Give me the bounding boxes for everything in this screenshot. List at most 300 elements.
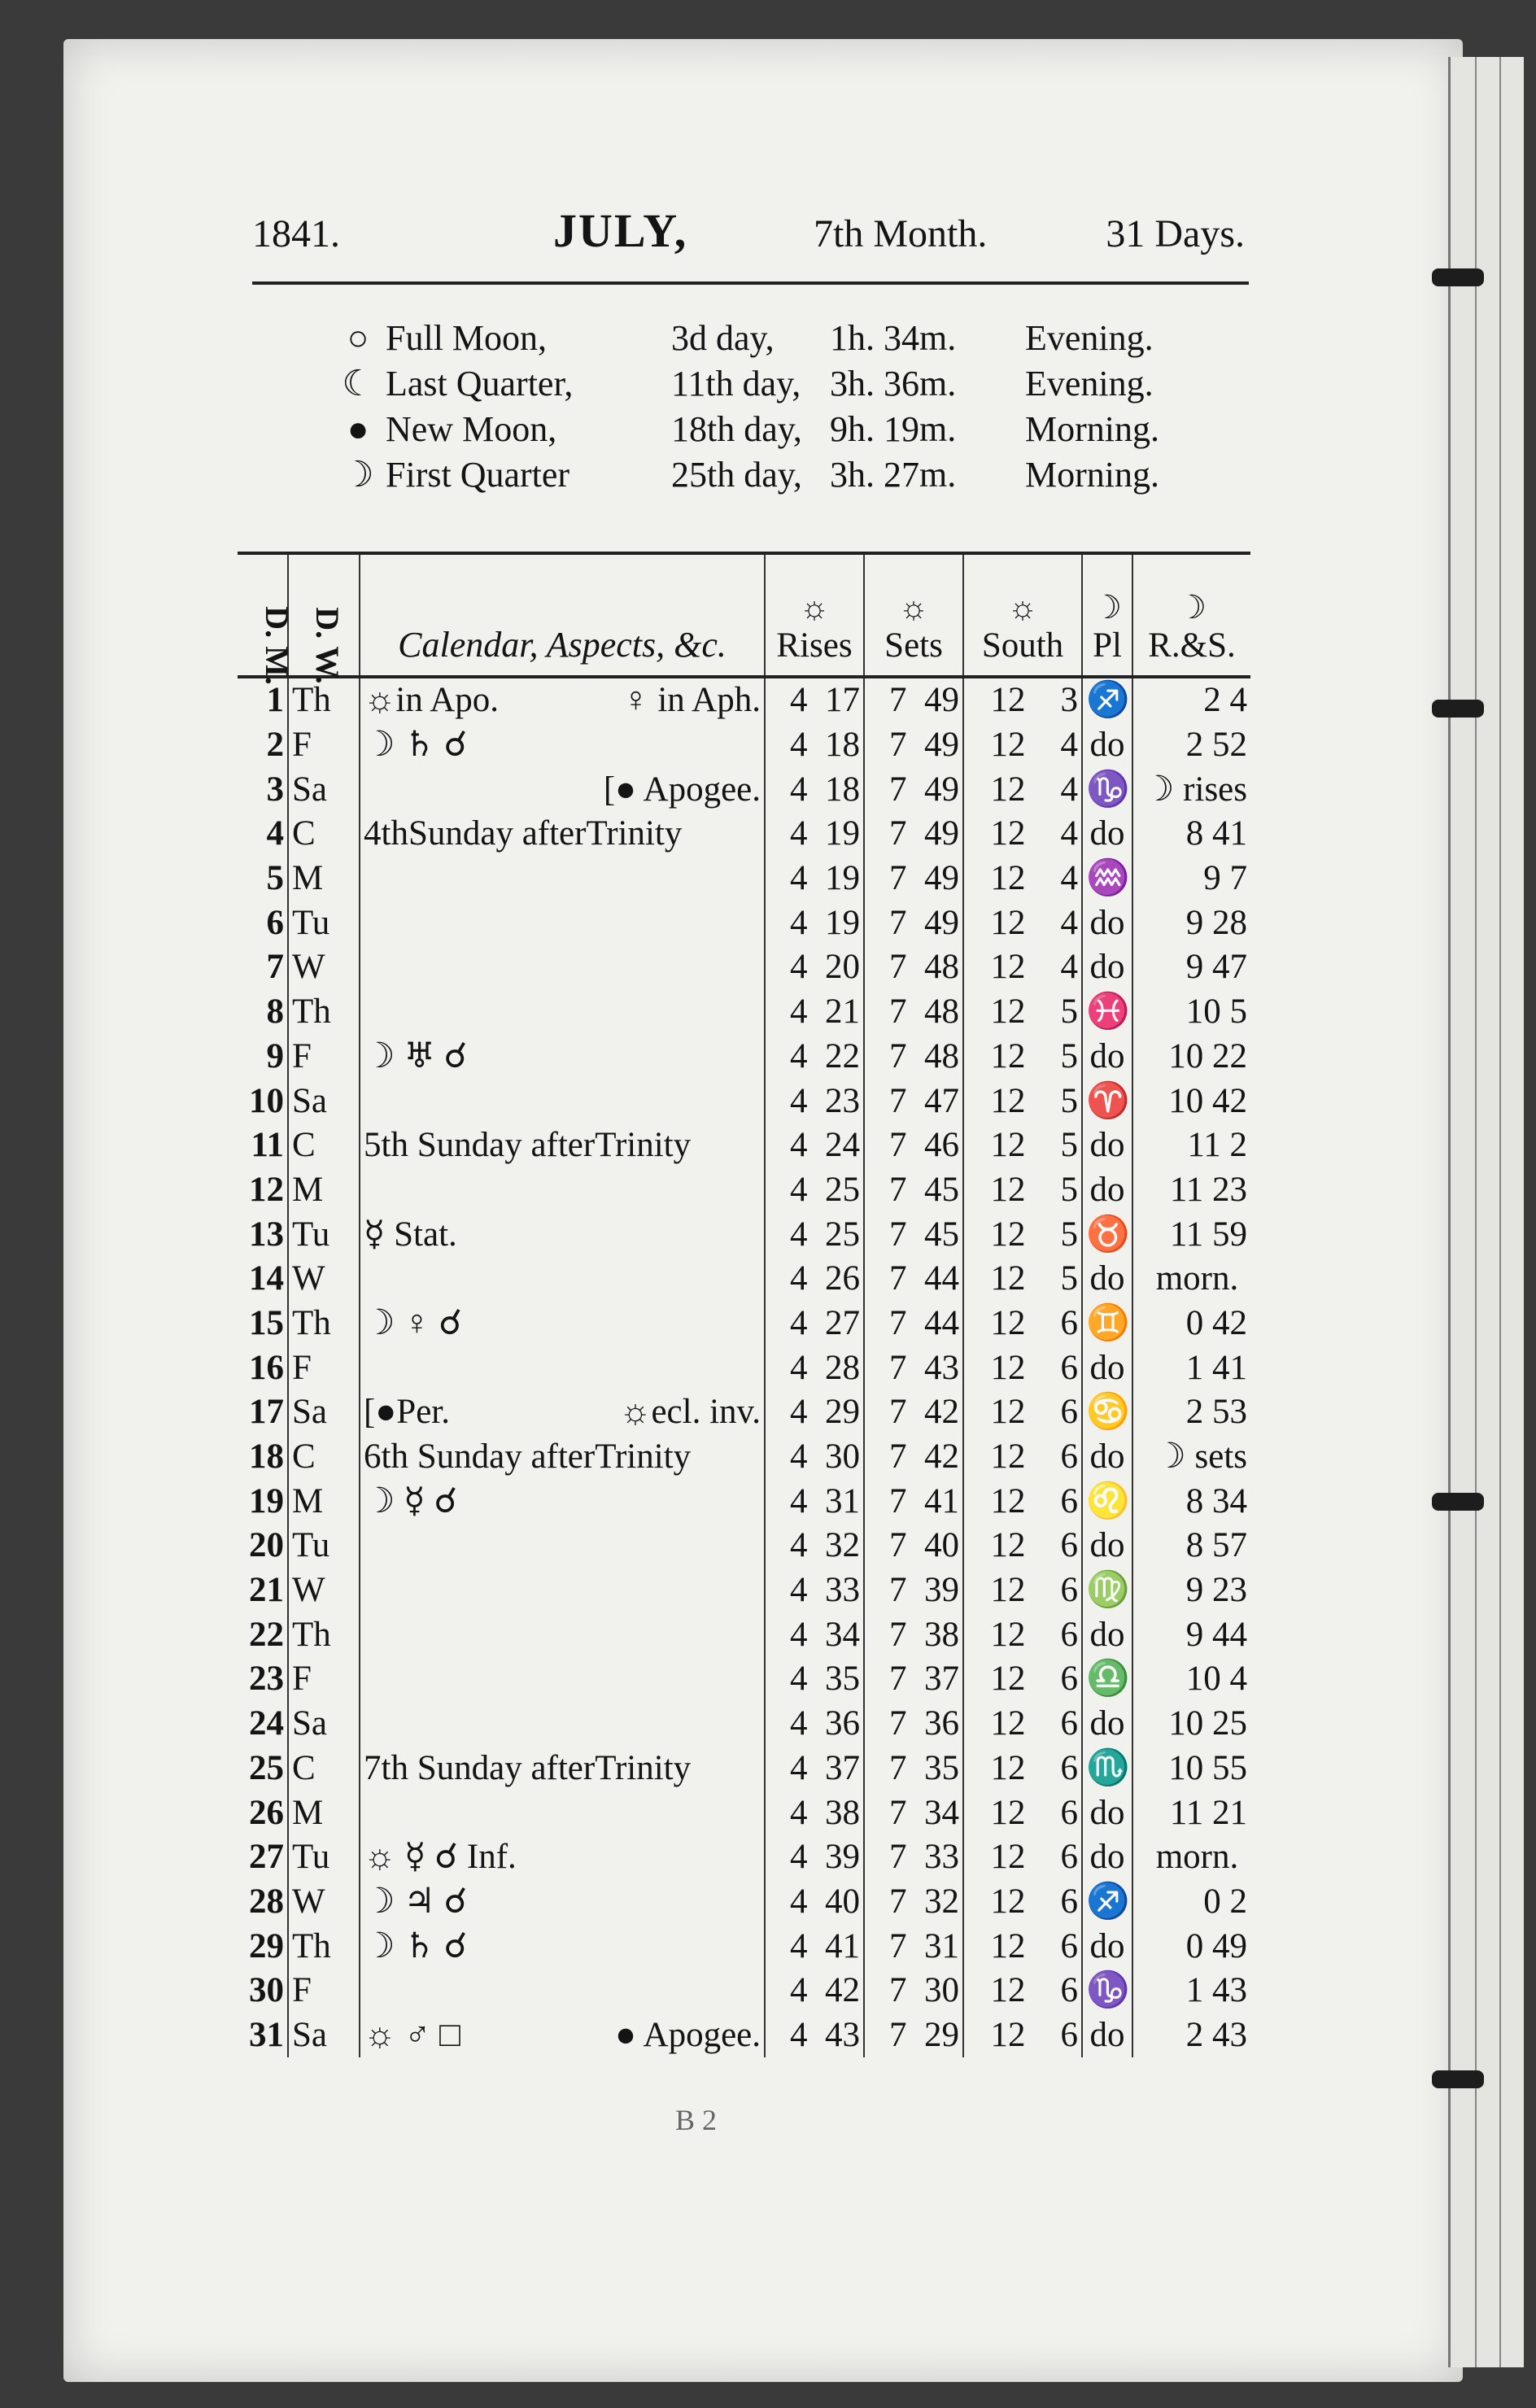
south-minute: 6 [1060,1437,1078,1477]
sun-sets [864,1302,963,1346]
last-quarter-icon: ☾ [342,364,374,404]
sun-rises [765,1435,864,1480]
day-of-week [288,857,360,901]
month-number: 7th Month. [814,212,988,255]
next-page-edge [1448,57,1524,2367]
sun-sets [864,990,963,1035]
sets-minute: 43 [924,1348,959,1387]
col-day-week: D. W. [288,553,360,677]
south-minute: 6 [1060,1704,1078,1743]
calendar-text: ☽ ♅ ☌ [364,1036,468,1075]
day-of-week-value: M [292,1793,324,1832]
sets-minute: 35 [924,1748,959,1787]
day-of-week [288,1212,360,1257]
rises-hour: 4 [790,2015,808,2054]
sun-rises [765,767,864,812]
calendar-text: 7th Sunday afterTrinity [364,1748,692,1787]
moon-place-value: do [1089,1036,1125,1075]
day-of-week-value: C [292,1126,316,1165]
rs-second: 49 [1212,1926,1247,1965]
rs-second: 44 [1212,1615,1247,1654]
moon-place [1082,1747,1132,1791]
sets-minute: 34 [924,1793,959,1832]
day-of-week [288,767,360,812]
sun-south [963,812,1082,857]
sun-rises [765,1612,864,1657]
day-of-month-value: 29 [249,1926,284,1965]
rs-second: 4 [1229,1660,1247,1699]
phase-name: Last Quarter, [386,364,574,404]
rs-second: 43 [1212,2015,1247,2054]
rises-minute: 30 [825,1437,860,1477]
sun-sets [864,1835,963,1880]
rises-hour: 4 [790,1660,808,1699]
south-minute: 5 [1060,992,1078,1032]
moon-place-value: ♈ [1086,1081,1130,1120]
south-hour: 12 [990,1748,1026,1787]
day-of-month-value: 1 [266,681,284,720]
sun-rises [765,901,864,945]
sun-rises [765,723,864,768]
sun-rises [765,812,864,857]
south-hour: 12 [990,1882,1026,1921]
moon-place [1082,901,1132,945]
day-of-week-value: Th [292,992,331,1032]
south-hour: 12 [990,1170,1026,1209]
sun-south [963,1924,1082,1969]
calendar-aspects [360,723,765,768]
sets-minute: 49 [924,726,959,765]
phase-part: Evening. [1025,364,1154,404]
sets-minute: 39 [924,1571,959,1610]
day-of-month-value: 21 [249,1571,284,1610]
sets-minute: 30 [924,1971,959,2010]
rises-hour: 4 [790,1303,808,1342]
rs-first: 0 [1203,1882,1221,1921]
sun-sets [864,1346,963,1390]
moon-place-value: do [1089,1259,1125,1298]
calendar-aspects [360,1035,765,1080]
south-hour: 12 [990,1259,1026,1298]
calendar-text: 4thSunday afterTrinity [364,814,683,853]
calendar-aspects [360,1880,765,1925]
moon-rises-sets [1132,857,1250,901]
table-row [238,723,1250,768]
south-hour: 12 [990,1838,1026,1877]
rs-first: 10 [1168,1748,1204,1787]
days-count: 31 Days. [1106,212,1245,255]
moon-rises-sets [1132,723,1250,768]
sun-sets [864,1969,963,2013]
rises-minute: 32 [825,1526,860,1565]
sun-rises [765,990,864,1035]
rises-minute: 24 [825,1126,860,1165]
day-of-month-value: 31 [249,2015,284,2054]
phase-part: Morning. [1025,409,1159,449]
moon-rises-sets [1132,1479,1250,1524]
rises-hour: 4 [790,1704,808,1743]
rs-first: 2 [1185,726,1204,765]
sets-minute: 38 [924,1615,959,1654]
day-of-month-value: 5 [266,859,284,898]
col-sun-rises: ☼ Rises [765,553,864,677]
sun-sets [864,1123,963,1168]
moon-rises-sets [1132,1346,1250,1390]
sun-rises [765,1702,864,1747]
rises-minute: 18 [825,726,860,765]
calendar-text-right: ♀ in Aph. [622,681,761,720]
sets-minute: 49 [924,770,959,809]
south-minute: 5 [1060,1126,1078,1165]
moon-place [1082,990,1132,1035]
moon-place [1082,2013,1132,2058]
sets-hour: 7 [889,726,907,765]
moon-rises-sets [1132,1524,1250,1568]
sun-south [963,2013,1082,2058]
table-row [238,1880,1250,1925]
sun-sets [864,1079,963,1123]
sun-south [963,1747,1082,1791]
sets-minute: 36 [924,1704,959,1743]
calendar-aspects [360,901,765,945]
rs-first: 10 [1185,1660,1221,1699]
rises-hour: 4 [790,1126,808,1165]
calendar-aspects [360,1568,765,1613]
day-of-week [288,1969,360,2013]
moon-place-value: do [1089,1793,1125,1832]
calendar-aspects [360,1524,765,1568]
day-of-month-value: 2 [266,726,284,765]
moon-place-value: ♓ [1086,992,1130,1032]
sun-rises [765,945,864,990]
sets-minute: 44 [924,1259,959,1298]
calendar-text: ☼in Apo. [364,681,500,720]
south-minute: 6 [1060,1348,1078,1387]
phase-part: Morning. [1025,455,1159,495]
day-of-week [288,1524,360,1568]
sun-sets [864,1524,963,1568]
calendar-aspects [360,767,765,812]
moon-rises-sets [1132,1791,1250,1835]
sun-rises [765,1212,864,1257]
south-hour: 12 [990,1526,1026,1565]
moon-rises-sets [1132,1435,1250,1480]
moon-rises-sets [1132,812,1250,857]
sets-hour: 7 [889,859,907,898]
rises-hour: 4 [790,1348,808,1387]
rises-minute: 37 [825,1748,860,1787]
rises-hour: 4 [790,770,808,809]
sun-south [963,945,1082,990]
moon-place [1082,1524,1132,1568]
sun-rises [765,1168,864,1213]
moon-rises-sets [1132,1212,1250,1257]
south-hour: 12 [990,903,1026,942]
day-of-week [288,812,360,857]
moon-rises-sets [1132,1969,1250,2013]
sets-minute: 45 [924,1215,959,1254]
calendar-text: ☿ Stat. [364,1215,457,1254]
sun-sets [864,945,963,990]
south-hour: 12 [990,948,1026,987]
rs-second: 42 [1212,1081,1247,1120]
rs-first: 9 [1203,859,1221,898]
south-minute: 4 [1060,770,1078,809]
table-row [238,1524,1250,1568]
table-row [238,1568,1250,1613]
moon-rises-sets [1132,767,1250,812]
signature-mark: B 2 [675,2104,718,2136]
moon-place [1082,1880,1132,1925]
moon-place [1082,1212,1132,1257]
day-of-month-value: 3 [266,770,284,809]
moon-rises-sets [1132,1747,1250,1791]
day-of-week-value: Th [292,1615,331,1654]
south-hour: 12 [990,1348,1026,1387]
col-calendar: Calendar, Aspects, &c. [360,553,765,677]
rs-first: 9 [1185,1571,1204,1610]
sun-south [963,857,1082,901]
table-row [238,1435,1250,1480]
sets-minute: 40 [924,1526,959,1565]
south-hour: 12 [990,1660,1026,1699]
rises-minute: 17 [825,681,860,720]
day-of-month [238,1702,288,1747]
south-hour: 12 [990,1793,1026,1832]
rises-hour: 4 [790,814,808,853]
first-quarter-icon: ☽ [342,455,374,495]
table-row [238,677,1250,723]
sets-hour: 7 [889,681,907,720]
sun-rises [765,1969,864,2013]
sets-hour: 7 [889,1748,907,1787]
rises-hour: 4 [790,1793,808,1832]
rises-hour: 4 [790,1393,808,1432]
sun-rises [765,1123,864,1168]
moon-place-value: do [1089,1126,1125,1165]
rs-first: 9 [1185,903,1204,942]
moon-place-value: ♒ [1086,859,1130,898]
south-minute: 6 [1060,1660,1078,1699]
rises-hour: 4 [790,992,808,1032]
south-minute: 6 [1060,1748,1078,1787]
calendar-aspects [360,1791,765,1835]
south-minute: 6 [1060,1882,1078,1921]
sun-sets [864,1880,963,1925]
phase-part: Evening. [1025,318,1154,358]
moon-place-value: ♑ [1086,1971,1130,2010]
south-minute: 4 [1060,814,1078,853]
sets-minute: 29 [924,2015,959,2054]
col-moon-place: ☽ Pl [1082,553,1132,677]
moon-rises-sets [1132,1035,1250,1080]
day-of-week-value: Sa [292,2015,327,2054]
day-of-month [238,990,288,1035]
calendar-text: 5th Sunday afterTrinity [364,1126,692,1165]
sun-south [963,1168,1082,1213]
table-row [238,945,1250,990]
rs-second: 21 [1212,1793,1247,1832]
rs-first: 0 [1185,1303,1204,1342]
calendar-text: ☼ ☿ ☌ Inf. [364,1838,517,1877]
sets-hour: 7 [889,1215,907,1254]
sun-south [963,1969,1082,2013]
moon-place [1082,1657,1132,1702]
rs-first: 1 [1185,1348,1204,1387]
day-of-month-value: 13 [249,1215,284,1254]
rises-hour: 4 [790,726,808,765]
sets-hour: 7 [889,770,907,809]
rises-minute: 20 [825,948,860,987]
south-hour: 12 [990,1926,1026,1965]
calendar-aspects [360,990,765,1035]
sun-sets [864,901,963,945]
moon-place [1082,1702,1132,1747]
sun-rises [765,1835,864,1880]
calendar-aspects [360,812,765,857]
rises-minute: 19 [825,859,860,898]
rises-minute: 41 [825,1926,860,1965]
sets-minute: 49 [924,681,959,720]
rises-minute: 39 [825,1838,860,1877]
rises-minute: 22 [825,1036,860,1075]
day-of-month-value: 10 [249,1081,284,1120]
day-of-month-value: 28 [249,1882,284,1921]
south-minute: 6 [1060,1481,1078,1520]
moon-place-value: do [1089,1526,1125,1565]
sun-south [963,767,1082,812]
col-sun-south: ☼ South [963,553,1082,677]
rises-hour: 4 [790,1571,808,1610]
month-title: JULY, [553,204,688,257]
day-of-month-value: 11 [251,1126,284,1165]
sun-icon: ☼ [1007,589,1038,626]
south-minute: 4 [1060,948,1078,987]
table-row [238,2013,1250,2058]
day-of-month-value: 30 [249,1971,284,2010]
day-of-month-value: 6 [266,903,284,942]
sun-rises [765,1880,864,1925]
moon-place [1082,723,1132,768]
sun-sets [864,2013,963,2058]
almanac-table [238,552,1250,2057]
day-of-week [288,1791,360,1835]
moon-place [1082,945,1132,990]
sets-minute: 37 [924,1660,959,1699]
moon-place-value: do [1089,1704,1125,1743]
south-hour: 12 [990,2015,1026,2054]
sets-hour: 7 [889,814,907,853]
rises-hour: 4 [790,1615,808,1654]
day-of-week-value: Th [292,681,331,720]
south-hour: 12 [990,814,1026,853]
moon-place-value: do [1089,1437,1125,1477]
calendar-aspects [360,1346,765,1390]
binding-ring [1432,268,1484,286]
moon-place [1082,1435,1132,1480]
day-of-month [238,1390,288,1435]
moon-place [1082,1612,1132,1657]
moon-place [1082,1346,1132,1390]
moon-place [1082,767,1132,812]
phase-day: 11th day, [671,364,801,404]
sun-sets [864,1212,963,1257]
south-minute: 5 [1060,1259,1078,1298]
day-of-week [288,1657,360,1702]
moon-place [1082,1835,1132,1880]
sets-hour: 7 [889,1971,907,2010]
moon-rises-sets [1132,945,1250,990]
sun-sets [864,1568,963,1613]
moon-place [1082,1079,1132,1123]
rs-first: 10 [1168,1036,1204,1075]
moon-icon: ☽ [1177,589,1207,626]
calendar-aspects [360,1123,765,1168]
sun-sets [864,1257,963,1302]
south-minute: 6 [1060,1526,1078,1565]
day-of-week-value: Sa [292,1704,327,1743]
sets-hour: 7 [889,2015,907,2054]
moon-place [1082,1257,1132,1302]
day-of-week [288,1880,360,1925]
calendar-aspects [360,1257,765,1302]
rises-hour: 4 [790,1437,808,1477]
day-of-week-value: Th [292,1926,331,1965]
moon-place-value: do [1089,814,1125,853]
rs-first: morn. [1155,1838,1239,1877]
phase-day: 18th day, [671,409,802,449]
sun-rises [765,1257,864,1302]
south-minute: 6 [1060,1971,1078,2010]
day-of-week [288,1435,360,1480]
rises-minute: 19 [825,814,860,853]
day-of-week [288,2013,360,2058]
moon-rises-sets [1132,1612,1250,1657]
rs-first: 10 [1168,1704,1204,1743]
south-hour: 12 [990,992,1026,1032]
day-of-week-value: M [292,859,324,898]
sun-rises [765,857,864,901]
day-of-week-value: Sa [292,770,327,809]
sun-south [963,1257,1082,1302]
rs-first: 9 [1185,948,1204,987]
table-header [238,553,1250,677]
sun-sets [864,812,963,857]
full-moon-icon: ○ [347,318,369,358]
table-row [238,1924,1250,1969]
rises-minute: 35 [825,1660,860,1699]
day-of-week-value: C [292,1748,316,1787]
sun-sets [864,1390,963,1435]
day-of-month-value: 9 [266,1036,284,1075]
sets-hour: 7 [889,1348,907,1387]
sets-hour: 7 [889,1571,907,1610]
rs-first: 2 [1203,681,1221,720]
sets-minute: 49 [924,859,959,898]
day-of-month-value: 15 [249,1303,284,1342]
moon-rises-sets [1132,1079,1250,1123]
day-of-week [288,1747,360,1791]
day-of-month [238,1524,288,1568]
day-of-month-value: 19 [249,1481,284,1520]
rs-second: 53 [1212,1393,1247,1432]
day-of-month [238,945,288,990]
day-of-month [238,1302,288,1346]
table-row [238,857,1250,901]
day-of-month [238,1880,288,1925]
moon-rises-sets [1132,1835,1250,1880]
calendar-text: 6th Sunday afterTrinity [364,1437,692,1477]
